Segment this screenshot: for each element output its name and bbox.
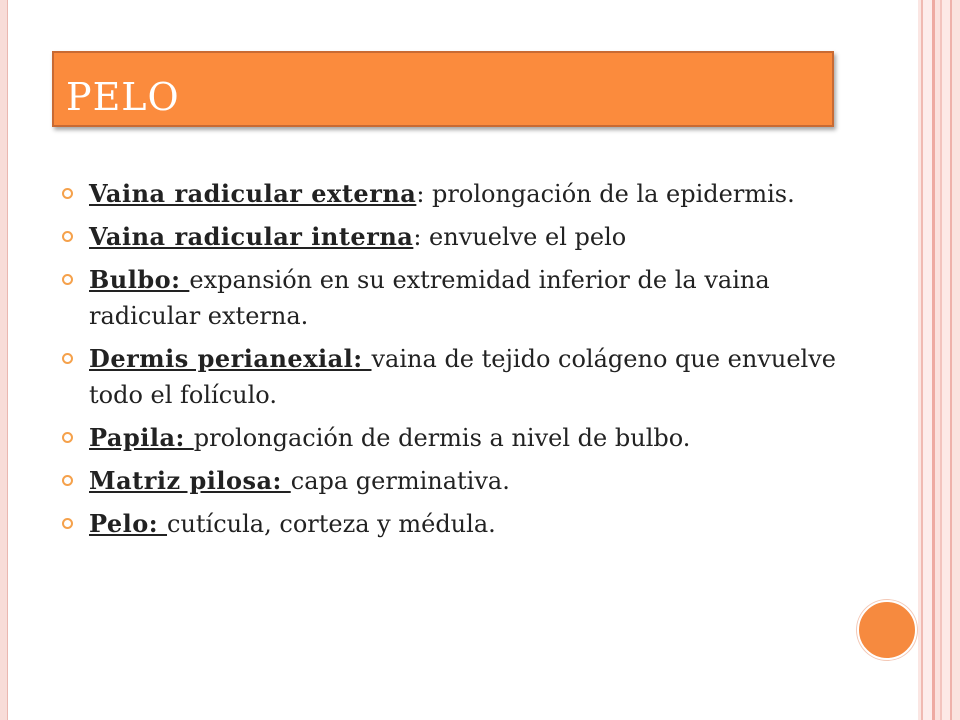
list-item xyxy=(62,420,862,456)
item-text: : envuelve el pelo xyxy=(413,223,627,251)
item-text: cutícula, corteza y médula. xyxy=(167,510,496,538)
bullet-list xyxy=(62,176,862,549)
item-term: Papila: xyxy=(89,423,194,452)
accent-circle-decoration xyxy=(857,600,917,660)
title-bar xyxy=(52,51,834,127)
list-item xyxy=(62,463,862,499)
bullet-icon xyxy=(62,188,73,199)
list-item xyxy=(62,506,862,542)
bullet-icon xyxy=(62,231,73,242)
item-term: Matriz pilosa: xyxy=(89,466,291,495)
left-border-decoration xyxy=(0,0,8,720)
slide-title: PELO xyxy=(66,75,180,119)
list-item xyxy=(62,176,862,212)
bullet-icon xyxy=(62,274,73,285)
bullet-icon xyxy=(62,475,73,486)
item-term: Pelo: xyxy=(89,509,168,538)
item-text: expansión en su extremidad inferior de la vaina radicular externa. xyxy=(89,266,770,330)
item-text: capa germinativa. xyxy=(290,467,510,495)
bullet-icon xyxy=(62,353,73,364)
item-term: Bulbo: xyxy=(89,265,190,294)
right-stripe-decoration xyxy=(918,0,960,720)
list-item xyxy=(62,219,862,255)
item-text: vaina de tejido colágeno que envuelve todo el folículo. xyxy=(89,345,836,409)
item-text: prolongación de dermis a nivel de bulbo. xyxy=(193,424,691,452)
item-term: Vaina radicular interna xyxy=(89,222,414,251)
item-text: : prolongación de la epidermis. xyxy=(416,180,795,208)
bullet-icon xyxy=(62,518,73,529)
item-term: Vaina radicular externa xyxy=(89,179,417,208)
item-term: Dermis perianexial: xyxy=(89,344,372,373)
list-item xyxy=(62,341,862,413)
bullet-icon xyxy=(62,432,73,443)
list-item xyxy=(62,262,862,334)
